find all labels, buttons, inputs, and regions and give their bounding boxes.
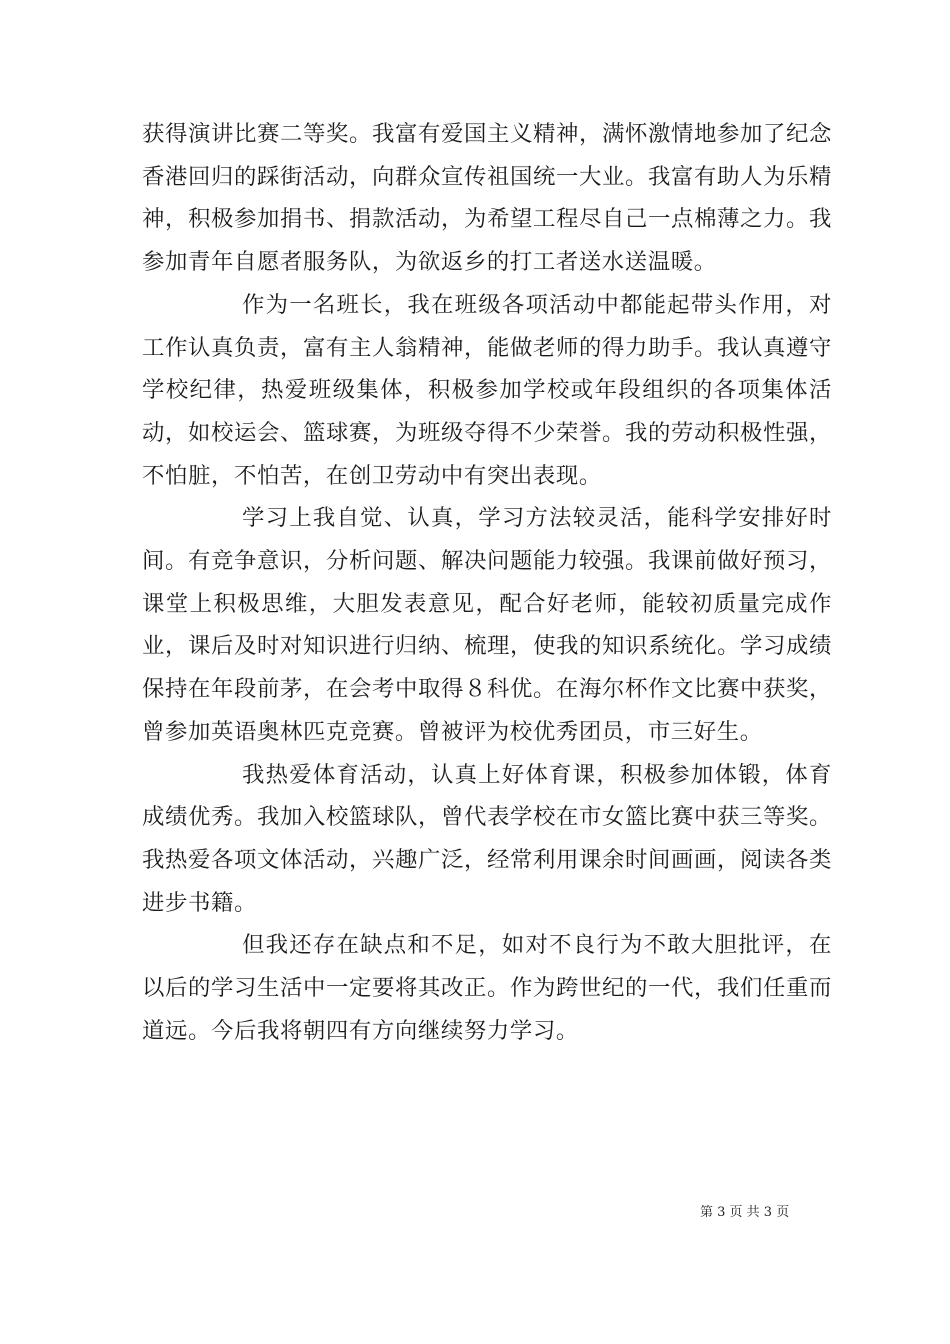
paragraph-2: 作为一名班长，我在班级各项活动中都能起带头作用，对工作认真负责，富有主人翁精神，能做老师的得力助手。我认真遵守学校纪律，热爱班级集体，积极参加学校或年段组织的各项集体活动，如校运会、篮球赛，为班级夺得不少荣誉。我的劳动积极性强，不怕脏，不怕苦，在创卫劳动中有突出表现。 xyxy=(142,291,832,489)
paragraph-1: 获得演讲比赛二等奖。我富有爱国主义精神，满怀激情地参加了纪念香港回归的踩街活动，向群众宣传祖国统一大业。我富有助人为乐精神，积极参加捐书、捐款活动，为希望工程尽自己一点棉薄之力。我参加青年自愿者服务队，为欲返乡的打工者送水送温暖。 xyxy=(142,121,832,276)
document-body xyxy=(142,113,832,1052)
paragraph-5: 但我还存在缺点和不足，如对不良行为不敢大胆批评，在以后的学习生活中一定要将其改正。作为跨世纪的一代，我们任重而道远。今后我将朝四有方向继续努力学习。 xyxy=(142,932,832,1044)
paragraph-3: 学习上我自觉、认真，学习方法较灵活，能科学安排好时间。有竞争意识，分析问题、解决问题能力较强。我课前做好预习，课堂上积极思维，大胆发表意见，配合好老师，能较初质量完成作业，课后及时对知识进行归纳、梳理，使我的知识系统化。学习成绩保持在年段前茅，在会考中取得８科优。在海尔杯作文比赛中获奖，曾参加英语奥林匹克竞赛。曾被评为校优秀团员，市三好生。 xyxy=(142,505,832,745)
page-number-footer: 第 3 页 共 3 页 xyxy=(700,1205,790,1220)
paragraph-4: 我热爱体育活动，认真上好体育课，积极参加体锻，体育成绩优秀。我加入校篮球队，曾代表学校在市女篮比赛中获三等奖。我热爱各项文体活动，兴趣广泛，经常利用课余时间画画，阅读各类进步书籍。 xyxy=(142,761,832,916)
